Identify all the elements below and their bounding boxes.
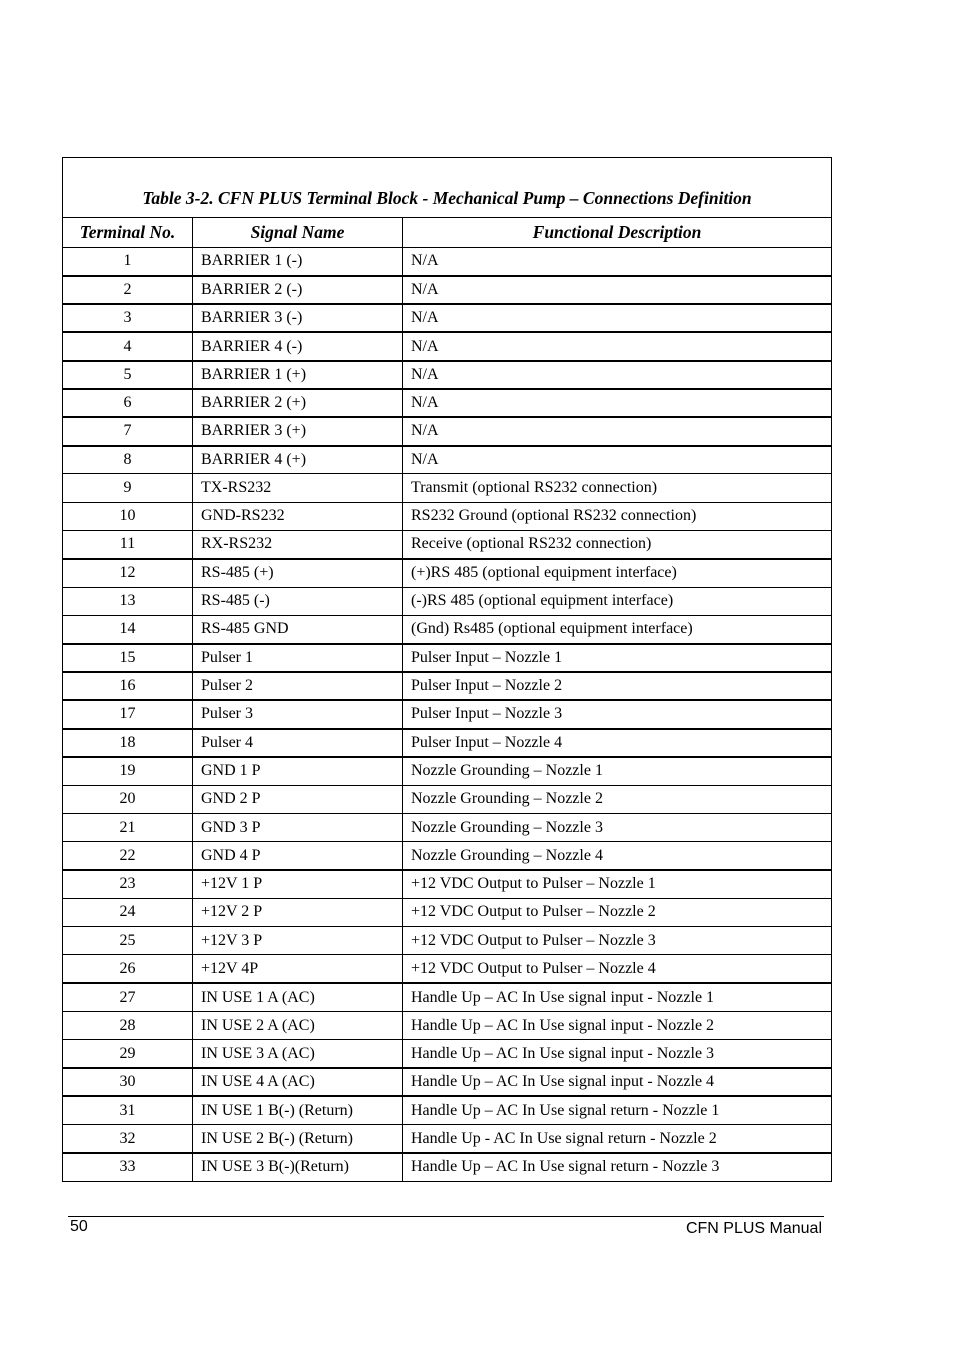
table-row: [63, 1040, 832, 1068]
terminal-no-cell: 16: [63, 672, 193, 700]
description-cell: N/A: [403, 417, 832, 445]
terminal-no-cell: 29: [63, 1040, 193, 1068]
signal-name-cell: +12V 1 P: [193, 870, 403, 898]
description-cell: Handle Up – AC In Use signal input - Nozzle 4: [403, 1068, 832, 1096]
manual-name: CFN PLUS Manual: [685, 1220, 822, 1237]
terminal-no-cell: 20: [63, 785, 193, 813]
terminal-no-cell: 7: [63, 417, 193, 445]
footer-rule: [68, 1216, 824, 1217]
table-row: [63, 672, 832, 700]
signal-name-cell: TX-RS232: [193, 474, 403, 502]
terminal-no-cell: 31: [63, 1096, 193, 1124]
table-row: [63, 983, 832, 1011]
terminal-no-cell: 19: [63, 757, 193, 785]
signal-name-cell: RS-485 (+): [193, 559, 403, 587]
description-cell: Nozzle Grounding – Nozzle 1: [403, 757, 832, 785]
table-row: [63, 559, 832, 587]
description-cell: +12 VDC Output to Pulser – Nozzle 4: [403, 955, 832, 983]
table-row: [63, 644, 832, 672]
description-cell: Handle Up - AC In Use signal return - Nozzle 2: [403, 1125, 832, 1153]
description-cell: N/A: [403, 446, 832, 474]
description-cell: Handle Up – AC In Use signal return - Nozzle 1: [403, 1096, 832, 1124]
description-cell: Nozzle Grounding – Nozzle 3: [403, 813, 832, 841]
terminal-no-cell: 17: [63, 700, 193, 728]
table-row: [63, 729, 832, 757]
terminal-no-cell: 23: [63, 870, 193, 898]
signal-name-cell: Pulser 3: [193, 700, 403, 728]
signal-name-cell: +12V 2 P: [193, 898, 403, 926]
terminal-no-cell: 11: [63, 530, 193, 558]
description-cell: Handle Up – AC In Use signal input - Nozzle 1: [403, 983, 832, 1011]
signal-name-cell: BARRIER 4 (-): [193, 332, 403, 360]
table-row: [63, 927, 832, 955]
terminal-no-cell: 1: [63, 248, 193, 276]
table-row: [63, 530, 832, 558]
description-cell: Handle Up – AC In Use signal return - Nozzle 3: [403, 1153, 832, 1181]
page-number: 50: [70, 1218, 88, 1235]
description-cell: (+)RS 485 (optional equipment interface): [403, 559, 832, 587]
signal-name-cell: Pulser 4: [193, 729, 403, 757]
description-cell: +12 VDC Output to Pulser – Nozzle 3: [403, 927, 832, 955]
terminal-no-cell: 13: [63, 587, 193, 615]
signal-name-cell: RS-485 GND: [193, 615, 403, 643]
description-cell: Handle Up – AC In Use signal input - Nozzle 3: [403, 1040, 832, 1068]
table-row: [63, 757, 832, 785]
signal-name-cell: GND 1 P: [193, 757, 403, 785]
description-cell: Handle Up – AC In Use signal input - Nozzle 2: [403, 1012, 832, 1040]
description-cell: Pulser Input – Nozzle 3: [403, 700, 832, 728]
table-row: [63, 417, 832, 445]
signal-name-cell: BARRIER 2 (+): [193, 389, 403, 417]
terminal-no-cell: 24: [63, 898, 193, 926]
terminal-no-cell: 12: [63, 559, 193, 587]
table-row: [63, 389, 832, 417]
signal-name-cell: RX-RS232: [193, 530, 403, 558]
description-cell: +12 VDC Output to Pulser – Nozzle 1: [403, 870, 832, 898]
table-row: [63, 1153, 832, 1181]
table-row: [63, 615, 832, 643]
terminal-no-cell: 6: [63, 389, 193, 417]
signal-name-cell: GND-RS232: [193, 502, 403, 530]
description-cell: N/A: [403, 361, 832, 389]
signal-name-cell: BARRIER 1 (-): [193, 248, 403, 276]
signal-name-cell: +12V 4P: [193, 955, 403, 983]
table-row: [63, 248, 832, 276]
terminal-no-cell: 9: [63, 474, 193, 502]
terminal-no-cell: 14: [63, 615, 193, 643]
signal-name-cell: IN USE 1 B(-) (Return): [193, 1096, 403, 1124]
table-row: [63, 785, 832, 813]
table-row: [63, 1012, 832, 1040]
signal-name-cell: IN USE 4 A (AC): [193, 1068, 403, 1096]
signal-name-cell: BARRIER 3 (+): [193, 417, 403, 445]
description-cell: (Gnd) Rs485 (optional equipment interface): [403, 615, 832, 643]
table-row: [63, 955, 832, 983]
terminal-no-cell: 21: [63, 813, 193, 841]
terminal-no-cell: 8: [63, 446, 193, 474]
table-row: [63, 813, 832, 841]
signal-name-cell: IN USE 1 A (AC): [193, 983, 403, 1011]
signal-name-cell: Pulser 1: [193, 644, 403, 672]
table-row: [63, 1096, 832, 1124]
table-row: [63, 1125, 832, 1153]
table-row: [63, 870, 832, 898]
description-cell: N/A: [403, 304, 832, 332]
description-cell: Receive (optional RS232 connection): [403, 530, 832, 558]
description-cell: N/A: [403, 248, 832, 276]
header-signal-name: Signal Name: [193, 218, 403, 248]
terminal-no-cell: 4: [63, 332, 193, 360]
description-cell: RS232 Ground (optional RS232 connection): [403, 502, 832, 530]
signal-name-cell: BARRIER 2 (-): [193, 276, 403, 304]
terminal-no-cell: 15: [63, 644, 193, 672]
table-row: [63, 898, 832, 926]
description-cell: +12 VDC Output to Pulser – Nozzle 2: [403, 898, 832, 926]
terminal-no-cell: 10: [63, 502, 193, 530]
description-cell: Pulser Input – Nozzle 1: [403, 644, 832, 672]
description-cell: Transmit (optional RS232 connection): [403, 474, 832, 502]
terminal-no-cell: 22: [63, 842, 193, 870]
description-cell: N/A: [403, 389, 832, 417]
terminal-no-cell: 2: [63, 276, 193, 304]
table-row: [63, 446, 832, 474]
signal-name-cell: RS-485 (-): [193, 587, 403, 615]
table-row: [63, 842, 832, 870]
header-functional-description: Functional Description: [403, 218, 832, 248]
description-cell: Pulser Input – Nozzle 2: [403, 672, 832, 700]
signal-name-cell: BARRIER 3 (-): [193, 304, 403, 332]
signal-name-cell: BARRIER 1 (+): [193, 361, 403, 389]
signal-name-cell: BARRIER 4 (+): [193, 446, 403, 474]
terminal-no-cell: 18: [63, 729, 193, 757]
table-row: [63, 304, 832, 332]
signal-name-cell: IN USE 3 B(-)(Return): [193, 1153, 403, 1181]
signal-name-cell: IN USE 2 A (AC): [193, 1012, 403, 1040]
signal-name-cell: IN USE 3 A (AC): [193, 1040, 403, 1068]
terminal-no-cell: 26: [63, 955, 193, 983]
description-cell: Nozzle Grounding – Nozzle 2: [403, 785, 832, 813]
description-cell: (-)RS 485 (optional equipment interface): [403, 587, 832, 615]
table-row: [63, 700, 832, 728]
terminal-no-cell: 3: [63, 304, 193, 332]
table-row: [63, 361, 832, 389]
table-row: [63, 276, 832, 304]
connections-table: [62, 157, 832, 1182]
terminal-no-cell: 27: [63, 983, 193, 1011]
header-terminal-no: Terminal No.: [63, 218, 193, 248]
description-cell: Nozzle Grounding – Nozzle 4: [403, 842, 832, 870]
signal-name-cell: IN USE 2 B(-) (Return): [193, 1125, 403, 1153]
table-row: [63, 474, 832, 502]
table-row: [63, 587, 832, 615]
terminal-no-cell: 32: [63, 1125, 193, 1153]
table-body: [63, 248, 832, 1182]
table-caption: Table 3-2. CFN PLUS Terminal Block - Mechanical Pump – Connections Definition: [63, 158, 832, 218]
table-row: [63, 502, 832, 530]
signal-name-cell: GND 4 P: [193, 842, 403, 870]
description-cell: N/A: [403, 332, 832, 360]
description-cell: Pulser Input – Nozzle 4: [403, 729, 832, 757]
terminal-no-cell: 25: [63, 927, 193, 955]
table-row: [63, 332, 832, 360]
signal-name-cell: GND 3 P: [193, 813, 403, 841]
signal-name-cell: GND 2 P: [193, 785, 403, 813]
terminal-no-cell: 5: [63, 361, 193, 389]
terminal-no-cell: 33: [63, 1153, 193, 1181]
signal-name-cell: +12V 3 P: [193, 927, 403, 955]
signal-name-cell: Pulser 2: [193, 672, 403, 700]
description-cell: N/A: [403, 276, 832, 304]
terminal-no-cell: 30: [63, 1068, 193, 1096]
terminal-no-cell: 28: [63, 1012, 193, 1040]
table-row: [63, 1068, 832, 1096]
